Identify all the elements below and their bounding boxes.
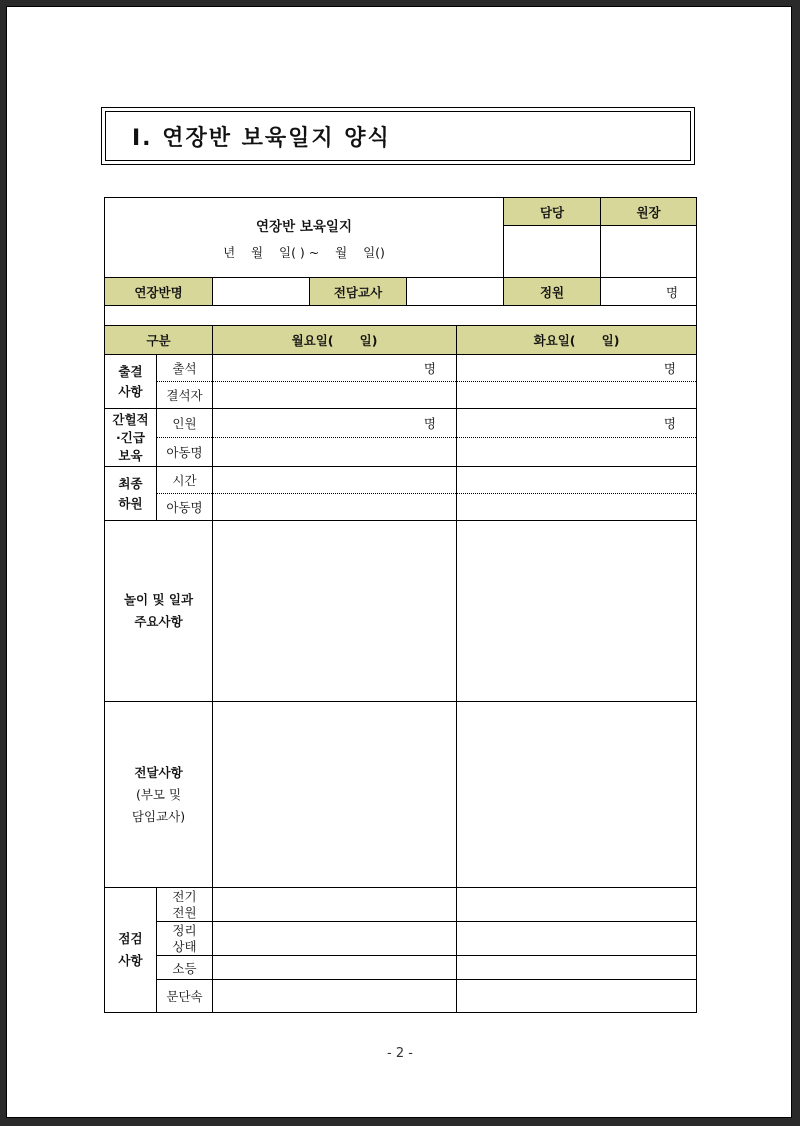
inspection-power-label: 전기 전원 bbox=[157, 888, 213, 922]
section-title: I. 연장반 보육일지 양식 bbox=[132, 125, 391, 151]
attendance-group: 출결 사항 bbox=[105, 355, 157, 409]
play-label-line1: 놀이 및 일과 bbox=[123, 592, 194, 607]
inspection-lights-label: 소등 bbox=[157, 956, 213, 980]
final-pickup-group: 최종 하원 bbox=[105, 467, 157, 521]
unit-label: 명 bbox=[423, 416, 436, 431]
monday-power-field[interactable] bbox=[213, 888, 457, 922]
approval-manager-label: 담당 bbox=[504, 198, 601, 226]
spacer-row bbox=[105, 306, 697, 325]
tuesday-pickup-child-field[interactable] bbox=[457, 494, 697, 521]
inspection-group bbox=[105, 888, 157, 1013]
class-name-field[interactable] bbox=[213, 278, 310, 306]
approval-director-label: 원장 bbox=[601, 198, 697, 226]
monday-pickup-time-field[interactable] bbox=[213, 467, 457, 494]
tuesday-tidy-field[interactable] bbox=[457, 922, 697, 956]
tuesday-play-field[interactable] bbox=[457, 521, 697, 702]
emergency-child-label: 아동명 bbox=[157, 438, 213, 467]
tuesday-lock-field[interactable] bbox=[457, 980, 697, 1013]
capacity-field[interactable] bbox=[601, 278, 697, 306]
tuesday-emergency-count-field[interactable] bbox=[457, 409, 697, 438]
tuesday-delivery-field[interactable] bbox=[457, 702, 697, 888]
emergency-care-group: 간헐적 ·긴급 보육 bbox=[105, 409, 157, 467]
section-title-box bbox=[101, 107, 695, 165]
header-table bbox=[104, 197, 697, 325]
tuesday-present-field[interactable] bbox=[457, 355, 697, 382]
unit-label: 명 bbox=[663, 416, 676, 431]
capacity-unit: 명 bbox=[665, 284, 679, 300]
tuesday-absent-field[interactable] bbox=[457, 382, 697, 409]
tuesday-lights-field[interactable] bbox=[457, 956, 697, 980]
delivery-label bbox=[105, 702, 213, 888]
attendance-present-label: 출석 bbox=[157, 355, 213, 382]
page-number: - 2 - bbox=[387, 1046, 413, 1061]
monday-present-field[interactable] bbox=[213, 355, 457, 382]
inspection-group-line1: 점검 bbox=[118, 931, 143, 946]
teacher-label: 전담교사 bbox=[310, 278, 407, 306]
delivery-label-line3: 담임교사) bbox=[131, 808, 186, 824]
delivery-label-line1: 전달사항 bbox=[134, 764, 183, 780]
approval-manager-sign[interactable] bbox=[504, 226, 601, 278]
inspection-lock-label: 문단속 bbox=[157, 980, 213, 1013]
play-label-line2: 주요사항 bbox=[134, 614, 183, 629]
monday-play-field[interactable] bbox=[213, 521, 457, 702]
unit-label: 명 bbox=[663, 361, 676, 376]
tuesday-emergency-child-field[interactable] bbox=[457, 438, 697, 467]
category-header: 구분 bbox=[105, 326, 213, 355]
play-label bbox=[105, 521, 213, 702]
attendance-absent-label: 결석자 bbox=[157, 382, 213, 409]
unit-label: 명 bbox=[423, 361, 436, 376]
tuesday-power-field[interactable] bbox=[457, 888, 697, 922]
pickup-child-label: 아동명 bbox=[157, 494, 213, 521]
class-name-label: 연장반명 bbox=[105, 278, 213, 306]
schedule-table bbox=[104, 325, 697, 1013]
monday-emergency-child-field[interactable] bbox=[213, 438, 457, 467]
teacher-field[interactable] bbox=[407, 278, 504, 306]
approval-director-sign[interactable] bbox=[601, 226, 697, 278]
inspection-group-line2: 사항 bbox=[118, 953, 143, 968]
monday-header: 월요일( 일) bbox=[213, 326, 457, 355]
form-title: 연장반 보육일지 bbox=[256, 218, 352, 235]
emergency-count-label: 인원 bbox=[157, 409, 213, 438]
monday-absent-field[interactable] bbox=[213, 382, 457, 409]
monday-emergency-count-field[interactable] bbox=[213, 409, 457, 438]
delivery-label-line2: (부모 및 bbox=[135, 786, 182, 802]
monday-delivery-field[interactable] bbox=[213, 702, 457, 888]
monday-lights-field[interactable] bbox=[213, 956, 457, 980]
monday-pickup-child-field[interactable] bbox=[213, 494, 457, 521]
monday-lock-field[interactable] bbox=[213, 980, 457, 1013]
capacity-label: 정원 bbox=[504, 278, 601, 306]
date-line: 년 월 일( ) ~ 월 일() bbox=[223, 244, 385, 260]
monday-tidy-field[interactable] bbox=[213, 922, 457, 956]
tuesday-pickup-time-field[interactable] bbox=[457, 467, 697, 494]
tuesday-header: 화요일( 일) bbox=[457, 326, 697, 355]
pickup-time-label: 시간 bbox=[157, 467, 213, 494]
inspection-tidy-label: 정리 상태 bbox=[157, 922, 213, 956]
